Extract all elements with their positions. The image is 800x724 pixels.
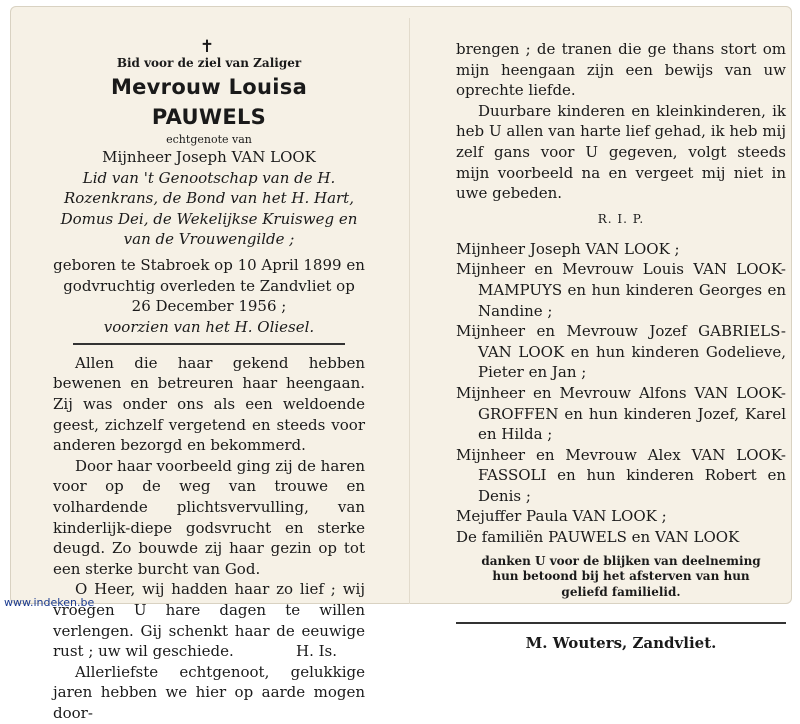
paragraph-5: brengen ; de tranen die ge thans stort om mijn heengaan zijn een bewijs van uw oprechte liefde. <box>456 40 786 100</box>
relation-label: echtgenote van <box>166 133 252 146</box>
paragraph-6: Duurbare kinderen en kleinkinderen, ik heb U allen van harte lief gehad, ik heb mij zelf gans voor U gegeven, volgt steeds mijn voorbeeld na en vergeet mij niet in uwe gebeden. <box>456 101 786 203</box>
cross-icon: ✝ <box>199 37 215 57</box>
family-line: De familiën PAUWELS en VAN LOOK <box>456 528 740 547</box>
deceased-name: Mevrouw Louisa PAUWELS <box>110 75 308 129</box>
family-line: Mijnheer en Mevrouw Jozef GABRIELS-VAN LOOK en hun kinderen Godelieve, Pieter en Jan ; <box>456 322 786 382</box>
spouse-name: Mijnheer Joseph VAN LOOK <box>102 148 316 166</box>
prayer-heading: Bid voor de ziel van Zaliger <box>116 56 302 70</box>
family-line: Mijnheer en Mevrouw Alfons VAN LOOK-GROFFEN en hun kinderen Jozef, Karel en Hilda ; <box>456 383 786 444</box>
memorial-card <box>10 6 792 722</box>
signature: H. Is. <box>295 642 337 661</box>
membership-text: Lid van 't Genootschap van de H. Rozenkrans, de Bond van het H. Hart, Domus Dei, de Wekelijkse Kruisweg en van de Vrouwengilde ; <box>60 168 358 249</box>
printer-name: M. Wouters, Zandvliet. <box>525 633 717 652</box>
paragraph-4: Allerliefste echtgenoot, gelukkige jaren hebben we hier op aarde mogen door- <box>53 662 365 722</box>
left-panel <box>53 39 365 724</box>
sacrament-text: voorzien van het H. Oliesel. <box>103 317 315 336</box>
paragraph-2: Door haar voorbeeld ging zij de haren voor op de weg van trouwe en volhardende plichtsvervulling, van kinderlijk-diepe godsvrucht en sterke deugd. Zo bouwde zij haar gezin op tot een sterke burcht van God. <box>53 456 365 578</box>
paragraph-3: O Heer, wij hadden haar zo lief ; wij vroegen U hare dagen te willen verlengen. Gij schenkt haar de eeuwige rust ; uw wil geschiede. <box>53 580 365 661</box>
divider-line <box>73 343 345 345</box>
right-panel <box>456 39 786 653</box>
family-line: Mejuffer Paula VAN LOOK ; <box>456 507 667 526</box>
birth-death-text: geboren te Stabroek op 10 April 1899 en godvruchtig overleden te Zandvliet op 26 December 1956 ; <box>53 255 365 316</box>
family-line: Mijnheer en Mevrouw Alex VAN LOOK-FASSOLI en hun kinderen Robert en Denis ; <box>456 445 786 505</box>
family-line: Mijnheer Joseph VAN LOOK ; <box>456 239 680 258</box>
family-line: Mijnheer en Mevrouw Louis VAN LOOK-MAMPUYS en hun kinderen Georges en Nandine ; <box>456 260 786 320</box>
paragraph-1: Allen die haar gekend hebben bewenen en betreuren haar heengaan. Zij was onder ons als een weldoende geest, zichzelf vergetend en steeds voor anderen bezorgd en bekommerd. <box>53 353 365 455</box>
bottom-rule <box>456 622 786 624</box>
watermark: www.indeken.be <box>4 596 95 609</box>
thanks-text: danken U voor de blijken van deelneming hun betoond bij het afsterven van hun geliefd familielid. <box>481 553 761 599</box>
rip-text: R. I. P. <box>597 211 645 226</box>
card-fold <box>409 18 410 604</box>
